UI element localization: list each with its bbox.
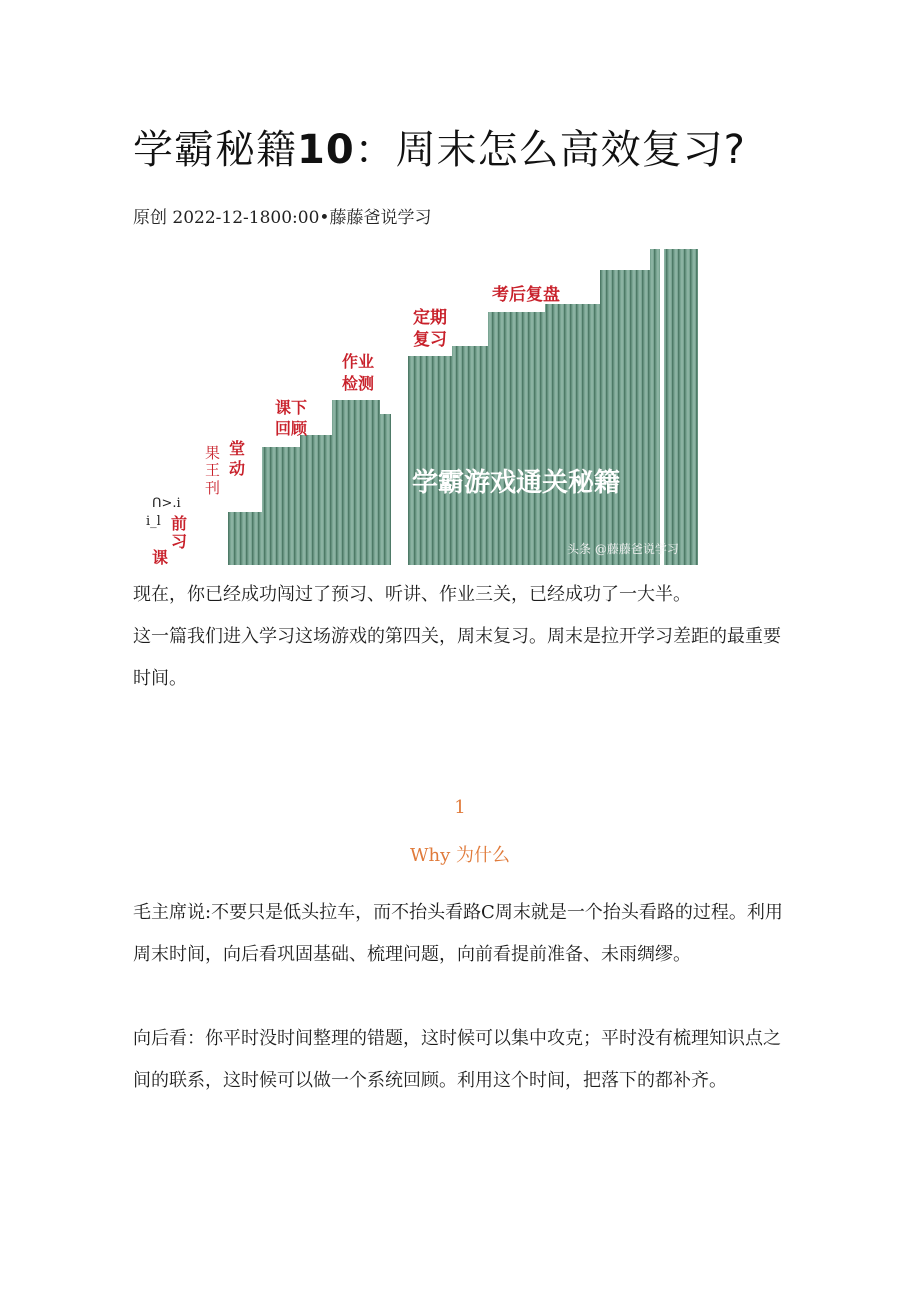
label-dong: 动 [229, 459, 246, 478]
label-tang: 堂 [229, 439, 246, 458]
label-wang: 王 [205, 461, 221, 479]
title-number: 10 [297, 127, 355, 173]
title-suffix: ：周末怎么高效复习? [354, 127, 746, 173]
label-kan: 刊 [205, 479, 221, 497]
paragraph-chairman-quote: 毛主席说:不要只是低头拉车，而不抬头看路C周末就是一个抬头看路的过程。利用周末时间，向后看巩固基础、梳理问题，向前看提前准备、未雨绸缪。 [133, 902, 783, 965]
right-divider [660, 249, 664, 565]
article-byline: 原创 2022-12-1800:00•藤藤爸说学习 [133, 208, 432, 228]
side-glyphs-a: ᑎ>.i [152, 496, 181, 511]
paragraph-fourth-level: 这一篇我们进入学习这场游戏的第四关，周末复习。周末是拉开学习差距的最重要时间。 [133, 626, 781, 689]
section-number: 1 [454, 797, 466, 818]
label-kaohoufupan: 考后复盘 [492, 285, 560, 305]
label-zuoye: 作业 [342, 352, 375, 371]
watermark-text: 头条 @藤藤爸说学习 [567, 542, 679, 556]
side-glyphs-b: i_l [146, 514, 161, 529]
banner-text: 学霸游戏通关秘籍 [412, 468, 621, 498]
paragraph-look-back: 向后看：你平时没时间整理的错题，这时候可以集中攻克；平时没有梳理知识点之间的联系，这时候可以做一个系统回顾。利用这个时间，把落下的都补齐。 [133, 1028, 781, 1091]
label-qian: 前 [171, 514, 188, 533]
title-prefix: 学霸秘籍 [133, 127, 297, 173]
paragraph-intro: 现在，你已经成功闯过了预习、听讲、作业三关，已经成功了一大半。 [133, 584, 691, 605]
stairs-illustration [0, 0, 920, 600]
label-kexia: 课下 [275, 398, 308, 417]
right-stairs-edge [664, 249, 698, 565]
label-fuxi: 复习 [413, 330, 447, 350]
label-jiance: 检测 [342, 374, 375, 393]
label-dingqi: 定期 [413, 308, 447, 328]
label-xi: 习 [171, 532, 188, 551]
label-guo: 果 [205, 444, 221, 462]
section-title: Why 为什么 [410, 845, 510, 866]
label-huigu: 回顾 [275, 419, 308, 438]
label-ke: 课 [152, 548, 169, 567]
